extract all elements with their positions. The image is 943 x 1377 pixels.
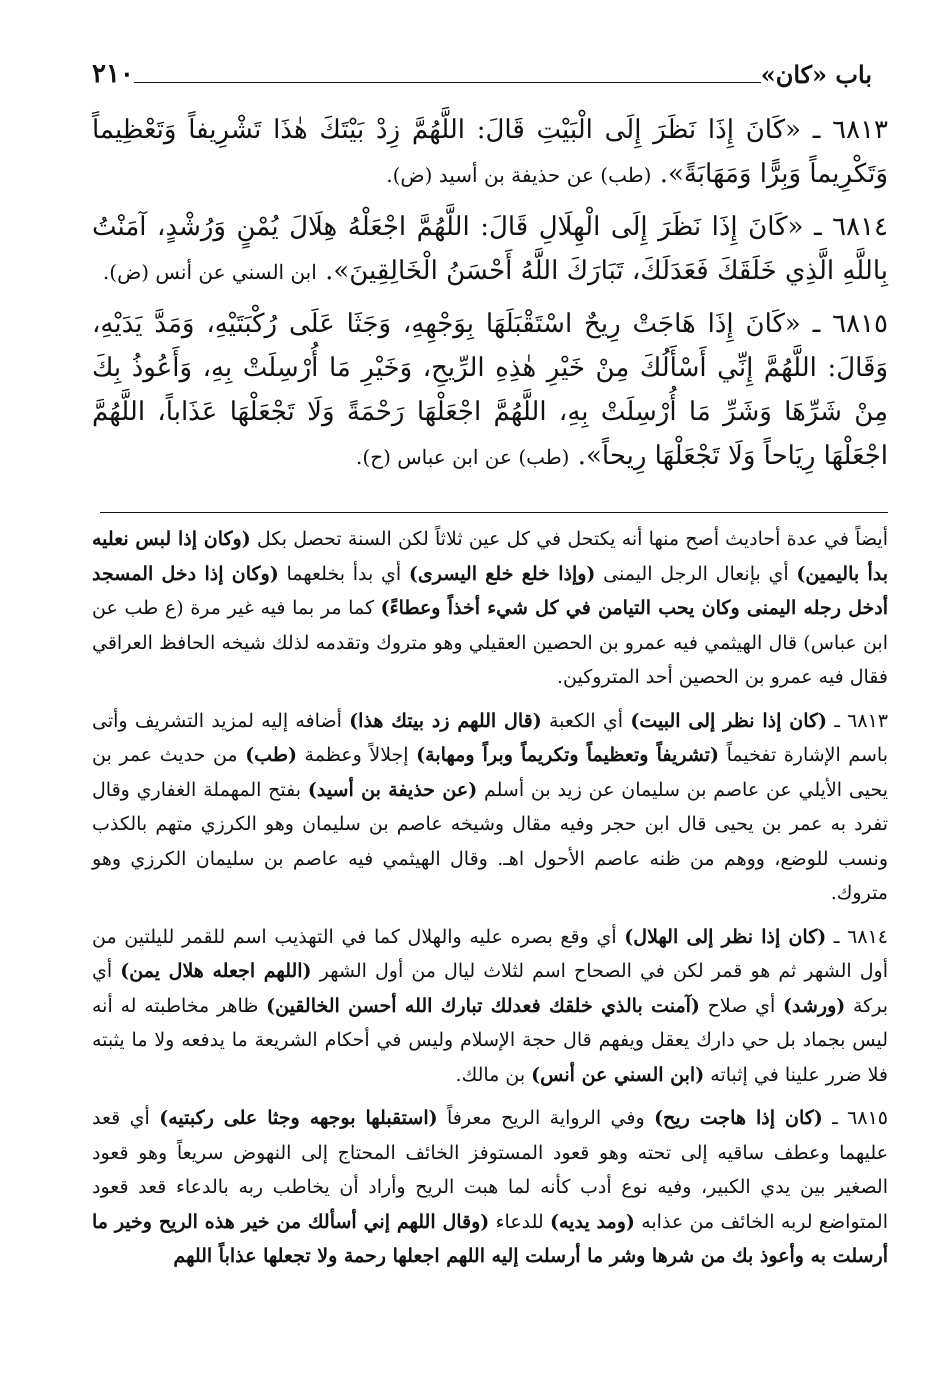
hadith-entry: [92, 108, 888, 197]
hadith-entry: [92, 205, 888, 294]
commentary-text: أي بركة: [92, 960, 888, 1017]
commentary-text: ٦٨١٤ ـ: [826, 925, 888, 948]
header-rule: [134, 82, 761, 83]
commentary-paragraph: [92, 920, 888, 1093]
commentary-quoted-text: (وكان إذا لبس نعليه بدأ باليمين): [92, 528, 889, 585]
commentary-paragraph: [92, 522, 888, 695]
commentary-text: أي قعد عليهما وعطف ساقيه إلى تحته وهو قعود المستوفز الخائف المحتاج إلى النهوض سريعاً وهو قعود الصغير بين يدي الكبير، وفيه نوع أدب كأنه لما هبت الريح وأراد أن يخاطب ربه بالدعاء قعد قعود المتواضع لربه الخائف من عذابه: [92, 1107, 888, 1233]
commentary-quoted-text: (اللهم اجعله هلال يمن): [120, 960, 312, 982]
page-number: ٢١٠: [92, 59, 134, 89]
commentary-text: أي صلاح: [699, 994, 784, 1017]
commentary-paragraph: [92, 704, 888, 911]
commentary-quoted-text: (استقبلها بوجهه وجثا على ركبتيه): [159, 1107, 438, 1129]
commentary-text: كما مر بما فيه غير مرة (ع طب عن ابن عباس) قال الهيثمي فيه عمرو بن الحصين العقيلي وهو متروك وتقدمه لذلك شيخه الحافظ العراقي فقال فيه عمرو بن الحصين أحد المتروكين.: [92, 597, 888, 688]
hadith-text: ٦٨١٣ ـ «كَانَ إِذَا نَظَرَ إِلَى الْبَيْتِ قَالَ: اللَّهُمَّ زِدْ بَيْتَكَ هٰذَا تَشْرِيفاً وَتَعْظِيماً وَتَكْرِيماً وَبِرًّا وَمَهَابَةً».: [92, 115, 888, 189]
commentary-quoted-text: (ورشد): [783, 994, 846, 1017]
commentary-text: أي بإنعال الرجل اليمنى: [595, 562, 797, 585]
hadith-source: ابن السني عن أنس (ض).: [102, 260, 317, 284]
page-header: [78, 52, 888, 96]
commentary-quoted-text: (كان إذا نظر إلى البيت): [630, 709, 828, 732]
commentary-quoted-text: (وكان إذا دخل المسجد أدخل رجله اليمنى وكان يحب التيامن في كل شيء أخذاً وعطاءً): [92, 562, 889, 619]
commentary-quoted-text: (وإذا خلع خلع اليسرى): [408, 562, 596, 585]
commentary-quoted-text: (كان إذا نظر إلى الهلال): [624, 925, 827, 948]
commentary-text: إجلالاً وعظمة: [296, 744, 417, 766]
hadith-text-block: [92, 108, 888, 487]
commentary-text: أي الكعبة: [541, 709, 631, 732]
hadith-text: ٦٨١٥ ـ «كَانَ إِذَا هَاجَتْ رِيحٌ اسْتَقْبَلَهَا بِوَجْهِهِ، وَجَثَا عَلَى رُكْبَتَيْهِ، وَمَدَّ يَدَيْهِ، وَقَالَ: اللَّهُمَّ إِنِّي أَسْأَلُكَ مِنْ خَيْرِ هٰذِهِ الرِّيحِ، وَخَيْرِ مَا أُرْسِلَتْ بِهِ، وَأَعُوذُ بِكَ مِنْ شَرِّهَا وَشَرِّ مَا أُرْسِلَتْ بِهِ، اللَّهُمَّ اجْعَلْهَا رَحْمَةً وَلَا تَجْعَلْهَا عَذَاباً، اللَّهُمَّ اجْعَلْهَا رِيَاحاً وَلَا تَجْعَلْهَا رِيحاً».: [92, 309, 889, 471]
commentary-quoted-text: (آمنت بالذي خلقك فعدلك تبارك الله أحسن الخالقين): [266, 994, 700, 1017]
commentary-paragraph: [92, 1101, 888, 1274]
commentary-text: ٦٨١٣ ـ: [827, 709, 888, 732]
commentary-quoted-text: (طب): [245, 744, 297, 766]
commentary-quoted-text: (ومد يديه): [550, 1210, 635, 1233]
hadith-entry: [92, 302, 888, 479]
commentary-quoted-text: (قال اللهم زد بيتك هذا): [349, 709, 542, 732]
commentary-text: أيضاً في عدة أحاديث أصح منها أنه يكتحل في كل عين ثلاثاً لكن السنة تحصل بكل: [250, 528, 888, 550]
hadith-source: (طب) عن حذيفة بن أسيد (ض).: [386, 163, 652, 187]
section-title: باب «كان»: [760, 59, 872, 89]
commentary-text: من حديث عمر بن يحيى الأيلي عن عاصم بن سليمان عن زيد بن أسلم: [92, 744, 888, 801]
hadith-source: (طب) عن ابن عباس (ح).: [356, 445, 570, 469]
commentary-text: أي وقع بصره عليه والهلال كما في التهذيب اسم للقمر لليلتين من أول الشهر ثم هو قمر لكن في الصحاح اسم لثلاث ليال من أول الشهر: [92, 925, 888, 982]
commentary-text: أضافه إليه لمزيد التشريف وأتى باسم الإشارة تفخيماً: [92, 709, 888, 766]
footnote-divider: [100, 512, 888, 513]
commentary-quoted-text: (تشريفاً وتعظيماً وتكريماً وبراً ومهابة): [416, 744, 719, 766]
hadith-text: ٦٨١٤ ـ «كَانَ إِذَا نَظَرَ إِلَى الْهِلَالِ قَالَ: اللَّهُمَّ اجْعَلْهُ هِلَالَ يُمْنٍ وَرُشْدٍ، آمَنْتُ بِاللَّهِ الَّذِي خَلَقَكَ فَعَدَلَكَ، تَبَارَكَ اللَّهُ أَحْسَنُ الْخَالِقِينَ».: [92, 212, 888, 286]
commentary-text: للدعاء: [489, 1210, 550, 1233]
commentary-text: وفي الرواية الريح معرفاً: [437, 1107, 655, 1129]
commentary-text: ظاهر مخاطبته له أنه ليس بجماد بل حي دارك يعقل ويفهم قال حجة الإسلام وليس في أحكام الشريعة ما يدفعه ولا ما يثبته فلا ضرر علينا في إثباته: [92, 994, 888, 1086]
commentary-quoted-text: (وقال اللهم إني أسألك من خير هذه الريح وخير ما أرسلت به وأعوذ بك من شرها وشر ما أرسلت إليه اللهم اجعلها رحمة ولا تجعلها عذاباً اللهم: [92, 1210, 888, 1267]
commentary-quoted-text: (كان إذا هاجت ريح): [654, 1107, 823, 1129]
commentary-block: [92, 522, 888, 1283]
commentary-text: أي بدأ بخلعهما: [278, 562, 409, 585]
commentary-text: ٦٨١٥ ـ: [822, 1107, 888, 1129]
commentary-text: بن مالك.: [455, 1063, 532, 1086]
commentary-text: بفتح المهملة الغفاري وقال تفرد به عمر بن يحيى قال ابن حجر وفيه مقال وشيخه عاصم بن سليمان وهو الكرزي متهم بالكذب ونسب للوضع، ووهم من ظنه عاصم الأحول اهـ. وقال الهيثمي فيه عاصم بن سليمان الكرزي وهو متروك.: [92, 778, 888, 904]
commentary-quoted-text: (عن حذيفة بن أسيد): [307, 778, 478, 801]
commentary-quoted-text: (ابن السني عن أنس): [531, 1063, 705, 1086]
